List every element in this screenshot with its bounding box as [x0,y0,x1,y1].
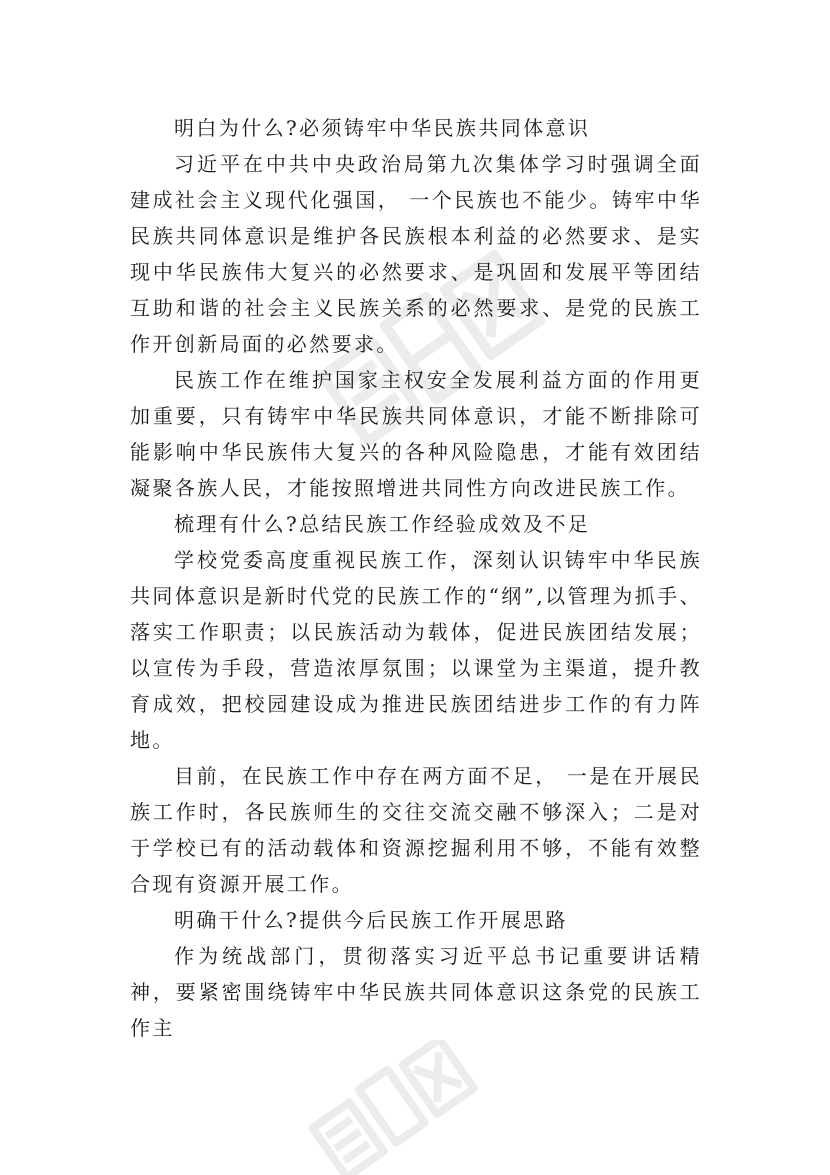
section-heading-review: 梳理有什么?总结民族工作经验成效及不足 [174,512,591,536]
body-paragraph: 目前，在民族工作中存在两方面不足， 一是在开展民族工作时，各民族师生的交往交流交融不够深入；二是对于学校已有的活动载体和资源挖掘利用不够，不能有效整合现有资源开展工作。 [130,764,702,896]
body-paragraph: 作为统战部门，贯彻落实习近平总书记重要讲话精神，要紧密围绕铸牢中华民族共同体意识这条党的民族工作主 [130,944,702,1040]
body-paragraph: 民族工作在维护国家主权安全发展利益方面的作用更加重要，只有铸牢中华民族共同体意识，才能不断排除可能影响中华民族伟大复兴的各种风险隐患，才能有效团结凝聚各族人民，才能按照增进共同性方向改进民族工作。 [130,368,702,500]
section-heading-why: 明白为什么?必须铸牢中华民族共同体意识 [174,116,591,140]
body-paragraph: 学校党委高度重视民族工作，深刻认识铸牢中华民族共同体意识是新时代党的民族工作的“纲”,以管理为抓手、落实工作职责；以民族活动为载体，促进民族团结发展；以宣传为手段，营造浓厚氛围；以课堂为主渠道，提升教育成效，把校园建设成为推进民族团结进步工作的有力阵地。 [130,548,702,752]
body-paragraph: 习近平在中共中央政治局第九次集体学习时强调全面建成社会主义现代化强国， 一个民族也不能少。铸牢中华民族共同体意识是维护各民族根本利益的必然要求、是实现中华民族伟大复兴的必然要求、是巩固和发展平等团结互助和谐的社会主义民族关系的必然要求、是党的民族工作开创新局面的必然要求。 [130,152,702,356]
document-body [130,110,702,1046]
watermark-logo-icon-bottom [300,1040,480,1175]
section-heading-plan: 明确干什么?提供今后民族工作开展思路 [174,908,568,932]
